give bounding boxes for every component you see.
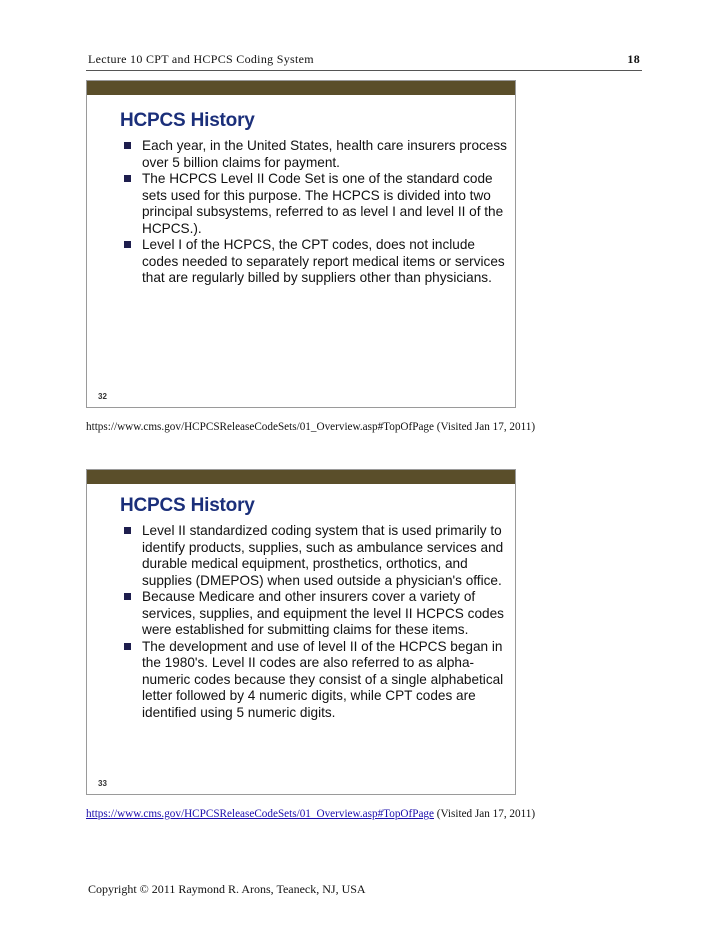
square-bullet-icon <box>124 527 131 534</box>
slide-title: HCPCS History <box>120 110 255 131</box>
slide-top-bar <box>87 470 515 484</box>
list-item: Level I of the HCPCS, the CPT codes, does not include codes needed to separately report medical items or services that are regularly billed by suppliers other than physicians. <box>124 237 514 287</box>
list-item: Because Medicare and other insurers cover a variety of services, supplies, and equipment the level II HCPCS codes were established for submitting claims for these items. <box>124 589 514 639</box>
list-item: Level II standardized coding system that is used primarily to identify products, supplies, such as ambulance services and durable medical equipment, prosthetics, orthotics, and supplies (DMEPOS) when used outside a physician's office. <box>124 523 514 589</box>
slide-top-bar <box>87 81 515 95</box>
slide-bullet-list <box>124 523 514 721</box>
square-bullet-icon <box>124 593 131 600</box>
slide-number: 32 <box>98 392 107 401</box>
list-item: Each year, in the United States, health care insurers process over 5 billion claims for payment. <box>124 138 514 171</box>
square-bullet-icon <box>124 142 131 149</box>
list-item: The HCPCS Level II Code Set is one of the standard code sets used for this purpose. The HCPCS is divided into two principal subsystems, referred to as level I and level II of the HCPCS.). <box>124 171 514 237</box>
square-bullet-icon <box>124 241 131 248</box>
slide-number: 33 <box>98 779 107 788</box>
page-number: 18 <box>627 52 640 66</box>
source-visited-note: (Visited Jan 17, 2011) <box>433 421 536 433</box>
slide-33 <box>86 469 516 795</box>
slide-32 <box>86 80 516 408</box>
source-link[interactable]: https://www.cms.gov/HCPCSReleaseCodeSets/01_Overview.asp#TopOfPage <box>86 808 434 820</box>
lecture-title: Lecture 10 CPT and HCPCS Coding System <box>88 52 314 66</box>
list-item: The development and use of level II of the HCPCS began in the 1980's. Level II codes are also referred to as alpha-numeric codes because they consist of a single alphabetical letter followed by 4 numeric digits, while CPT codes are identified using 5 numeric digits. <box>124 639 514 722</box>
source-citation <box>86 808 535 820</box>
copyright-footer: Copyright © 2011 Raymond R. Arons, Teaneck, NJ, USA <box>88 882 366 896</box>
source-visited-note: (Visited Jan 17, 2011) <box>433 808 536 820</box>
square-bullet-icon <box>124 175 131 182</box>
source-url: https://www.cms.gov/HCPCSReleaseCodeSets/01_Overview.asp#TopOfPage <box>86 421 434 433</box>
header-divider <box>86 70 642 71</box>
square-bullet-icon <box>124 643 131 650</box>
source-citation <box>86 421 535 433</box>
page-header <box>88 52 640 67</box>
slide-title: HCPCS History <box>120 495 255 516</box>
slide-bullet-list <box>124 138 514 287</box>
